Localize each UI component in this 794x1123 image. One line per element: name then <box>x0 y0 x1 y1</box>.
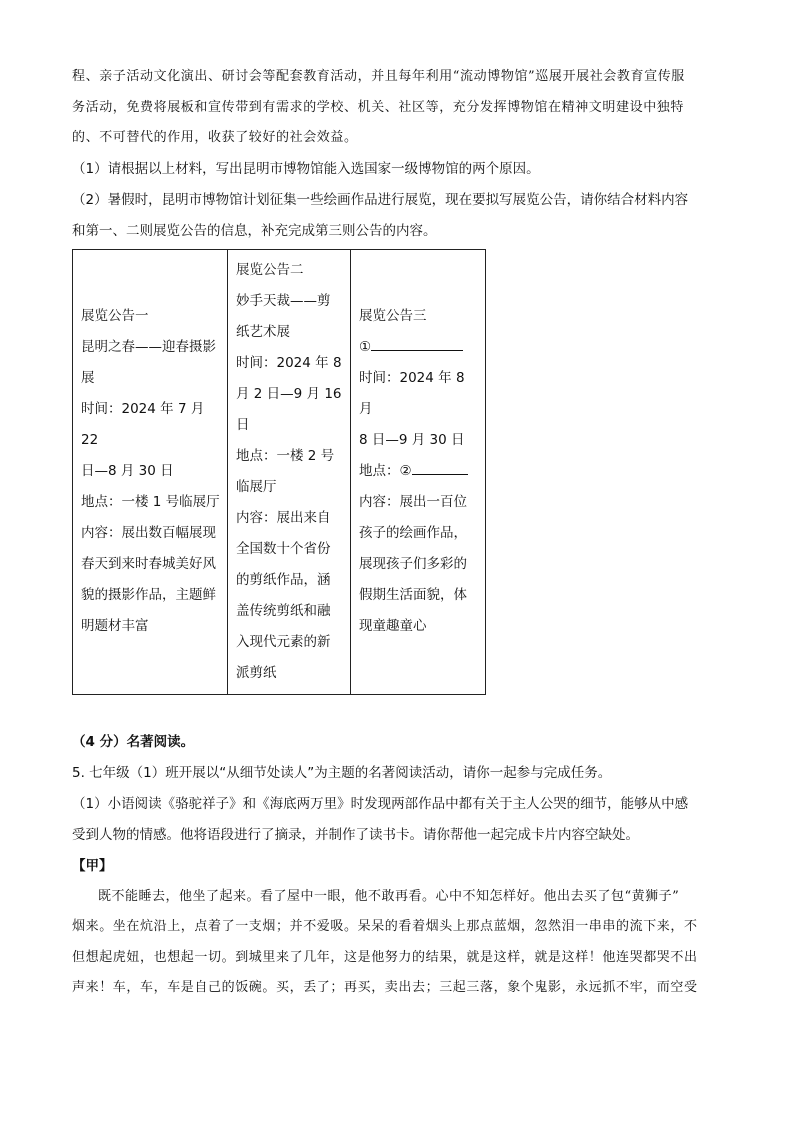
announcement-1-line: 昆明之春——迎春摄影 <box>81 339 216 355</box>
announcement-2 <box>228 249 351 694</box>
question-1: （1）请根据以上材料，写出昆明市博物馆能入选国家一级博物馆的两个原因。 <box>72 160 540 177</box>
announcement-2-time: 时间：2024 年 8 <box>236 354 342 371</box>
announcement-2-content: 内容：展出来自 <box>236 509 331 526</box>
announcement-1-line: 貌的摄影作品，主题鲜 <box>81 587 216 603</box>
announcement-3-line: 假期生活面貌，体 <box>359 587 467 603</box>
announcement-1-line: 展 <box>81 370 95 386</box>
announcement-3-title: 展览公告三 <box>359 308 427 324</box>
announcement-1-line: 日—8 月 30 日 <box>81 463 174 479</box>
announcement-2-title: 展览公告二 <box>236 261 304 278</box>
announcement-1-place: 地点：一楼 1 号临展厅 <box>81 494 220 510</box>
intro-line-3: 的、不可替代的作用，收获了较好的社会效益。 <box>72 130 358 145</box>
announcement-2-line: 派剪纸 <box>236 664 277 681</box>
question-2-line-1: （2）暑假时，昆明市博物馆计划征集一些绘画作品进行展览，现在要拟写展览公告，请你结合材料内容 <box>72 191 689 208</box>
question-5-line-3: 受到人物的情感。他将语段进行了摘录，并制作了读书卡。请你帮他一起完成卡片内容空缺处。 <box>72 826 639 843</box>
announcement-3-time: 时间：2024 年 8 月 <box>359 370 465 417</box>
announcement-3-content: 内容：展出一百位 <box>359 494 467 510</box>
intro-paragraph <box>72 62 732 154</box>
passage-line-2: 烟来。坐在炕沿上，点着了一支烟；并不爱吸。呆呆的看着烟头上那点蓝烟，忽然泪一串串的流下来，不 <box>72 919 698 934</box>
announcement-3-blank-1-row <box>359 332 479 363</box>
announcement-3 <box>351 249 486 694</box>
document-page <box>72 62 732 1004</box>
announcement-2-line: 全国数十个省份 <box>236 540 331 557</box>
section-heading: （4 分）名著阅读。 <box>72 733 195 750</box>
intro-line-2: 务活动，免费将展板和宣传带到有需求的学校、机关、社区等，充分发挥博物馆在精神文明建设中独特 <box>72 99 685 115</box>
blank-2-line[interactable] <box>412 460 468 475</box>
blank-2-label: 地点：② <box>359 463 412 479</box>
announcement-3-line: 孩子的绘画作品， <box>359 525 467 541</box>
blank-1-line[interactable] <box>371 336 463 351</box>
announcement-3-line: 展现孩子们多彩的 <box>359 556 467 572</box>
announcement-1-time: 时间：2024 年 7 月 22 <box>81 401 205 448</box>
question-5-line-2: （1）小语阅读《骆驼祥子》和《海底两万里》时发现两部作品中都有关于主人公哭的细节，能够从中感 <box>72 795 689 812</box>
passage-line-3: 但想起虎妞，也想起一切。到城里来了几年，这是他努力的结果，就是这样，就是这样！他连哭都哭不出 <box>72 949 698 965</box>
announcement-3-line: 8 日—9 月 30 日 <box>359 432 465 448</box>
intro-line-1: 程、亲子活动文化演出、研讨会等配套教育活动，并且每年利用“流动博物馆”巡展开展社会教育宣传服 <box>72 69 685 84</box>
announcement-1-line: 春天到来时春城美好风 <box>81 556 216 572</box>
announcement-2-line: 月 2 日—9 月 16 <box>236 385 342 402</box>
passage-label-jia: 【甲】 <box>72 857 113 874</box>
passage-line-1: 既不能睡去，他坐了起来。看了屋中一眼，他不敢再看。心中不知怎样好。他出去买了包“黄狮子” <box>98 888 680 904</box>
announcement-1-title: 展览公告一 <box>81 308 149 324</box>
announcement-3-blank-2-row <box>359 456 479 487</box>
announcement-1-line: 明题材丰富 <box>81 618 149 634</box>
announcement-2-line: 临展厅 <box>236 478 277 495</box>
announcement-1-content: 内容：展出数百幅展现 <box>81 525 216 541</box>
announcement-3-line: 现童趣童心 <box>359 618 427 634</box>
announcement-2-line: 日 <box>236 416 250 433</box>
announcement-2-line: 纸艺术展 <box>236 323 290 340</box>
announcement-1 <box>73 249 228 694</box>
blank-1-marker: ① <box>359 339 372 355</box>
question-2-line-2: 和第一、二则展览公告的信息，补充完成第三则公告的内容。 <box>72 222 437 239</box>
passage-line-4: 声来！车，车，车是自己的饭碗。买，丢了；再买，卖出去；三起三落，象个鬼影，永远抓不牢，而空受 <box>72 980 698 995</box>
announcement-2-line: 入现代元素的新 <box>236 633 331 650</box>
announcement-2-line: 妙手天裁——剪 <box>236 292 331 309</box>
announcement-2-place: 地点：一楼 2 号 <box>236 447 335 464</box>
announcement-2-line: 的剪纸作品，涵 <box>236 571 331 588</box>
announcement-2-line: 盖传统剪纸和融 <box>236 602 331 619</box>
question-5-line-1: 5. 七年级（1）班开展以“从细节处读人”为主题的名著阅读活动，请你一起参与完成任务。 <box>72 764 612 781</box>
passage-jia <box>72 882 732 1004</box>
announcement-table <box>72 249 486 695</box>
